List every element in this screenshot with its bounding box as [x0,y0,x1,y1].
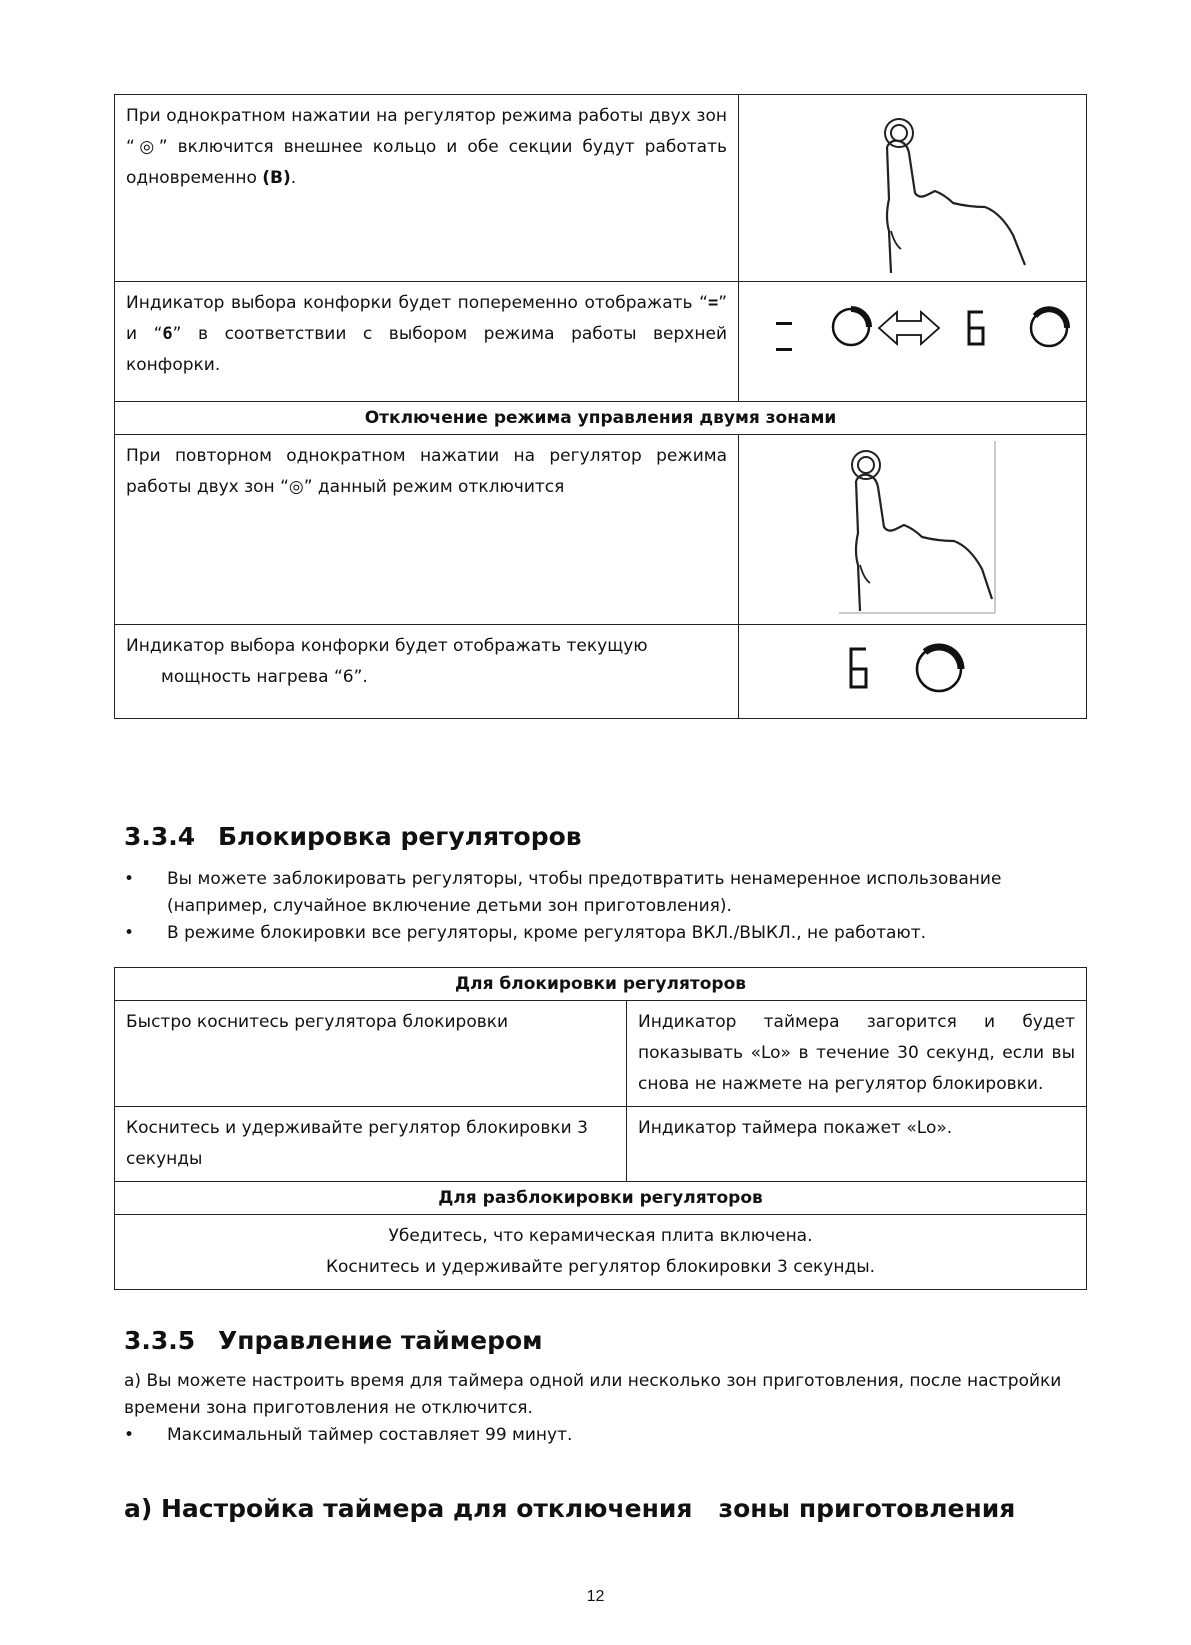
section-heading-335: 3.3.5 Управление таймером [124,1326,543,1355]
ring-zone-icon [833,309,869,345]
alternate-display-cell [739,282,1087,402]
section-heading-334: 3.3.4 Блокировка регуляторов [124,822,582,851]
list-item: • Максимальный таймер составляет 99 минут. [124,1422,1084,1449]
finger-press-icon [739,435,1085,623]
indicator-alternate-text: Индикатор выбора конфорки будет попеременно отображать “=” и “6” в соответствии с выбором режима работы верхней конфорки. [115,282,739,402]
dual-zone-on-text: При однократном нажатии на регулятор режима работы двух зон “◎” включится внешнее кольцо и обе секции будут работать одновременно (B). [115,95,739,282]
list-item: • В режиме блокировки все регуляторы, кроме регулятора ВКЛ./ВЫКЛ., не работают. [124,920,1084,947]
dash-glyph: = [707,293,719,313]
finger-press-icon [739,95,1085,281]
ring-zone-icon [917,647,961,691]
timer-subheading: a) Настройка таймера для отключения зоны приготовления [124,1494,1016,1523]
finger-press-cell-2 [739,435,1087,625]
lock-bullets [124,866,1084,947]
lock-hold: Коснитесь и удерживайте регулятор блокировки 3 секунды [115,1107,627,1182]
power-display-cell [739,625,1087,719]
current-power-text: Индикатор выбора конфорки будет отображать текущую мощность нагрева “6”. [115,625,739,719]
finger-press-cell [739,95,1087,282]
unlock-header: Для разблокировки регуляторов [115,1182,1087,1215]
timer-bullets [124,1422,1084,1449]
double-arrow-icon [879,312,939,344]
page-number: 12 [586,1588,605,1605]
dual-zone-table [114,94,1087,719]
segment-display-icon [739,282,1085,400]
dual-zone-off-text: При повторном однократном нажатии на регулятор режима работы двух зон “◎” данный режим отключится [115,435,739,625]
lock-hold-result: Индикатор таймера покажет «Lo». [627,1107,1087,1182]
unlock-instructions: Убедитесь, что керамическая плита включена. Коснитесь и удерживайте регулятор блокировки 3 секунды. [115,1215,1087,1290]
lock-table [114,967,1087,1290]
timer-paragraph: a) Вы можете настроить время для таймера одной или несколько зон приготовления, после настройки времени зона приготовления не отключится. [124,1371,1062,1418]
dual-zone-off-header: Отключение режима управления двумя зонами [115,402,1087,435]
six-glyph: 6 [162,324,173,344]
segment-display-icon [739,625,1085,717]
lock-quick-result: Индикатор таймера загорится и будет показывать «Lo» в течение 30 секунд, если вы снова не нажмете на регулятор блокировки. [627,1001,1087,1107]
lock-header: Для блокировки регуляторов [115,968,1087,1001]
lock-quick-touch: Быстро коснитесь регулятора блокировки [115,1001,627,1107]
ring-zone-icon [1031,309,1067,346]
list-item: • Вы можете заблокировать регуляторы, чтобы предотвратить ненамеренное использование (например, случайное включение детьми зон приготовления). [124,866,1084,920]
